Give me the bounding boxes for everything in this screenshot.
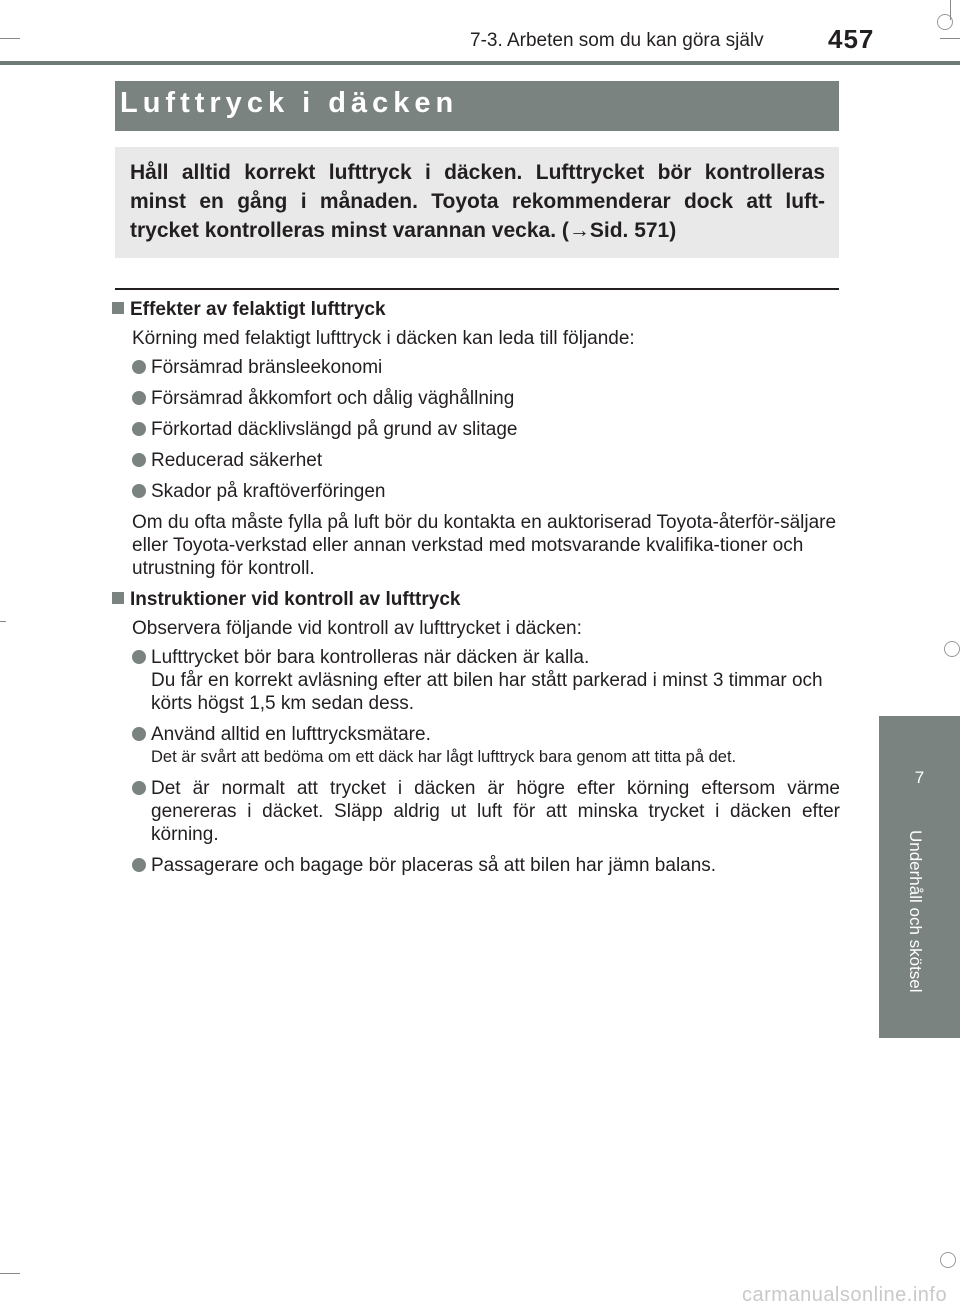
list-item: Försämrad bränsleekonomi — [132, 356, 840, 379]
page-number: 457 — [828, 24, 875, 54]
section-heading: Effekter av felaktigt lufttryck — [112, 298, 840, 321]
intro-text: Håll alltid korrekt lufttryck i däcken. Lufttrycket bör kontrolleras minst en gång i månaden. Toyota rekommenderar dock att luft-trycket kontrolleras minst varannan vecka. (→Sid. 571) — [130, 161, 825, 242]
square-bullet-icon — [112, 302, 124, 314]
round-bullet-icon — [132, 422, 146, 436]
round-bullet-icon — [132, 453, 146, 467]
round-bullet-icon — [132, 650, 146, 664]
crop-mark — [0, 621, 6, 622]
crop-mark — [950, 0, 951, 20]
section-heading: Instruktioner vid kontroll av lufttryck — [112, 588, 840, 611]
round-bullet-icon — [132, 484, 146, 498]
list-item: Det är normalt att trycket i däcken är högre efter körning eftersom värme genereras i däcket. Släpp aldrig ut luft för att minska trycket i däcken efter körning. — [132, 777, 840, 846]
crop-mark — [0, 38, 20, 39]
section-trailing-text: Om du ofta måste fylla på luft bör du kontakta en auktoriserad Toyota-återför-säljare eller Toyota-verkstad eller annan verkstad med motsvarande kvalifika-tioner och utrustning för kontroll. — [132, 512, 837, 579]
square-bullet-icon — [112, 592, 124, 604]
registration-mark — [944, 641, 960, 657]
section-header: 7-3. Arbeten som du kan göra själv — [470, 30, 764, 51]
section-lead: Körning med felaktigt lufttryck i däcken kan leda till följande: — [132, 328, 635, 349]
registration-mark — [940, 1252, 956, 1268]
section-divider — [115, 288, 839, 290]
chapter-number: 7 — [914, 768, 925, 787]
page-title: Lufttryck i däcken — [120, 87, 459, 119]
list-item-detail: Du får en korrekt avläsning efter att bilen har stått parkerad i minst 3 timmar och körts högst 1,5 km sedan dess. — [151, 670, 823, 714]
chapter-label: Underhåll och skötsel — [906, 830, 925, 993]
round-bullet-icon — [132, 360, 146, 374]
round-bullet-icon — [132, 858, 146, 872]
list-item-detail: Det är svårt att bedöma om ett däck har lågt lufttryck bara genom att titta på det. — [151, 748, 737, 766]
list-item: Skador på kraftöverföringen — [132, 480, 840, 503]
watermark: carmanualsonline.info — [742, 1284, 948, 1306]
list-item: Passagerare och bagage bör placeras så att bilen har jämn balans. — [132, 854, 840, 877]
list-item: Lufttrycket bör bara kontrolleras när däcken är kalla. Du får en korrekt avläsning efter att bilen har stått parkerad i minst 3 timmar och körts högst 1,5 km sedan dess. — [132, 646, 840, 715]
crop-mark — [940, 38, 960, 39]
round-bullet-icon — [132, 781, 146, 795]
header-rule — [0, 61, 960, 65]
list-item: Förkortad däcklivslängd på grund av slitage — [132, 418, 840, 441]
list-item: Använd alltid en lufttrycksmätare. Det är svårt att bedöma om ett däck har lågt lufttryck bara genom att titta på det. — [132, 723, 840, 769]
main-content — [112, 298, 840, 885]
section-lead: Observera följande vid kontroll av lufttrycket i däcken: — [132, 618, 582, 639]
crop-mark — [0, 1273, 20, 1274]
list-item: Försämrad åkkomfort och dålig väghållning — [132, 387, 840, 410]
round-bullet-icon — [132, 391, 146, 405]
list-item: Reducerad säkerhet — [132, 449, 840, 472]
round-bullet-icon — [132, 727, 146, 741]
